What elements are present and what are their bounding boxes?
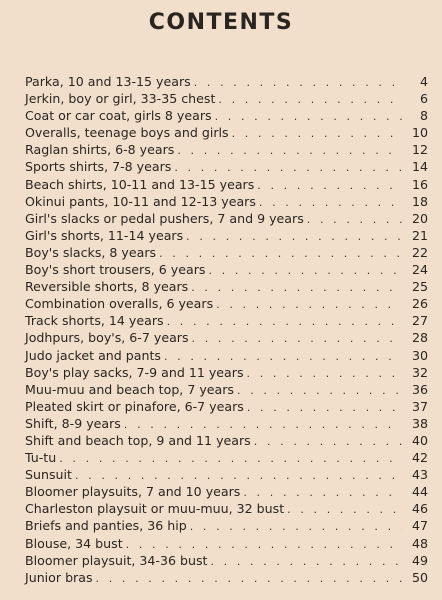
dot-leader — [164, 348, 402, 365]
entry-page-number: 20 — [411, 210, 428, 226]
dot-leader — [192, 330, 402, 347]
entry-title: Reversible shorts, 8 years — [25, 279, 189, 295]
entry-title: Jodhpurs, boy's, 6-7 years — [25, 330, 189, 346]
entry-title: Jerkin, boy or girl, 33-35 chest — [25, 91, 216, 107]
dot-leader — [287, 501, 402, 518]
contents-entry — [25, 90, 428, 107]
contents-entry — [25, 483, 428, 500]
contents-entry — [25, 535, 428, 552]
entry-page-number: 18 — [411, 193, 428, 209]
contents-entry — [25, 210, 428, 227]
contents-entry — [25, 449, 428, 466]
entry-page-number: 14 — [411, 159, 428, 175]
dot-leader — [307, 211, 402, 228]
entry-title: Charleston playsuit or muu-muu, 32 bust — [25, 501, 285, 517]
entry-page-number: 50 — [411, 569, 428, 585]
contents-entry — [25, 261, 428, 278]
entry-title: Sunsuit — [25, 467, 72, 483]
entry-title: Judo jacket and pants — [25, 347, 161, 363]
dot-leader — [216, 296, 402, 313]
entry-title: Muu-muu and beach top, 7 years — [25, 381, 234, 397]
dot-leader — [190, 518, 402, 535]
dot-leader — [159, 245, 402, 262]
contents-entry — [25, 73, 428, 90]
dot-leader — [243, 484, 402, 501]
entry-title: Combination overalls, 6 years — [25, 296, 214, 312]
entry-page-number: 26 — [411, 296, 428, 312]
dot-leader — [59, 450, 402, 467]
entry-title: Junior bras — [25, 569, 93, 585]
entry-page-number: 38 — [411, 415, 428, 431]
entry-title: Parka, 10 and 13-15 years — [25, 74, 191, 89]
entry-page-number: 16 — [411, 176, 428, 192]
entry-title: Boy's short trousers, 6 years — [25, 262, 206, 278]
contents-entry — [25, 193, 428, 210]
dot-leader — [218, 91, 402, 108]
entry-title: Sports shirts, 7-8 years — [25, 159, 172, 175]
contents-entry — [25, 569, 428, 586]
entry-page-number: 4 — [419, 74, 428, 89]
entry-title: Blouse, 34 bust — [25, 535, 123, 551]
dot-leader — [126, 536, 402, 553]
contents-entry — [25, 398, 428, 415]
dot-leader — [96, 570, 402, 587]
contents-entry — [25, 176, 428, 193]
entry-page-number: 28 — [411, 330, 428, 346]
entry-page-number: 40 — [411, 432, 428, 448]
dot-leader — [247, 399, 402, 416]
contents-entry — [25, 278, 428, 295]
contents-entry — [25, 244, 428, 261]
entry-page-number: 32 — [411, 364, 428, 380]
contents-entry — [25, 364, 428, 381]
entry-title: Overalls, teenage boys and girls — [25, 125, 229, 141]
contents-list — [25, 73, 428, 586]
contents-entry — [25, 432, 428, 449]
entry-title: Girl's shorts, 11-14 years — [25, 227, 184, 243]
entry-page-number: 25 — [411, 279, 428, 295]
entry-title: Raglan shirts, 6-8 years — [25, 142, 175, 158]
entry-title: Boy's slacks, 8 years — [25, 244, 157, 260]
contents-entry — [25, 381, 428, 398]
entry-title: Shift, 8-9 years — [25, 415, 121, 431]
contents-entry — [25, 500, 428, 517]
dot-leader — [191, 279, 402, 296]
dot-leader — [194, 74, 402, 91]
dot-leader — [186, 228, 402, 245]
entry-page-number: 48 — [411, 535, 428, 551]
dot-leader — [210, 553, 402, 570]
entry-title: Shift and beach top, 9 and 11 years — [25, 432, 251, 448]
dot-leader — [257, 177, 402, 194]
dot-leader — [237, 382, 402, 399]
contents-entry — [25, 124, 428, 141]
dot-leader — [259, 194, 402, 211]
dot-leader — [247, 365, 402, 382]
contents-entry — [25, 415, 428, 432]
contents-entry — [25, 312, 428, 329]
contents-entry — [25, 552, 428, 569]
entry-page-number: 44 — [411, 484, 428, 500]
entry-page-number: 8 — [419, 108, 428, 124]
entry-page-number: 43 — [411, 467, 428, 483]
page-title: CONTENTS — [148, 10, 294, 35]
entry-title: Bloomer playsuits, 7 and 10 years — [25, 484, 241, 500]
contents-entry — [25, 227, 428, 244]
dot-leader — [215, 108, 402, 125]
contents-entry — [25, 107, 428, 124]
entry-page-number: 27 — [411, 313, 428, 329]
dot-leader — [167, 313, 402, 330]
entry-title: Girl's slacks or pedal pushers, 7 and 9 years — [25, 210, 304, 226]
contents-entry — [25, 295, 428, 312]
entry-title: Track shorts, 14 years — [25, 313, 164, 329]
entry-page-number: 21 — [411, 227, 428, 243]
entry-page-number: 12 — [411, 142, 428, 158]
entry-page-number: 46 — [411, 501, 428, 517]
contents-entry — [25, 158, 428, 175]
entry-title: Pleated skirt or pinafore, 6-7 years — [25, 398, 244, 414]
entry-title: Okinui pants, 10-11 and 12-13 years — [25, 193, 256, 209]
entry-page-number: 30 — [411, 347, 428, 363]
entry-page-number: 10 — [411, 125, 428, 141]
entry-page-number: 49 — [411, 552, 428, 568]
entry-title: Beach shirts, 10-11 and 13-15 years — [25, 176, 255, 192]
dot-leader — [75, 467, 402, 484]
dot-leader — [208, 262, 402, 279]
contents-entry — [25, 466, 428, 483]
dot-leader — [177, 142, 402, 159]
entry-page-number: 36 — [411, 381, 428, 397]
entry-title: Boy's play sacks, 7-9 and 11 years — [25, 364, 244, 380]
entry-page-number: 6 — [419, 91, 428, 107]
entry-title: Briefs and panties, 36 hip — [25, 518, 187, 534]
entry-title: Bloomer playsuit, 34-36 bust — [25, 552, 208, 568]
entry-title: Tu-tu — [25, 450, 57, 466]
dot-leader — [174, 159, 402, 176]
contents-entry — [25, 141, 428, 158]
dot-leader — [254, 433, 402, 450]
contents-entry — [25, 517, 428, 534]
entry-page-number: 47 — [411, 518, 428, 534]
entry-page-number: 22 — [411, 244, 428, 260]
dot-leader — [232, 125, 402, 142]
contents-entry — [25, 347, 428, 364]
contents-entry — [25, 329, 428, 346]
entry-page-number: 42 — [411, 450, 428, 466]
entry-title: Coat or car coat, girls 8 years — [25, 108, 212, 124]
entry-page-number: 24 — [411, 262, 428, 278]
entry-page-number: 37 — [411, 398, 428, 414]
dot-leader — [124, 416, 402, 433]
